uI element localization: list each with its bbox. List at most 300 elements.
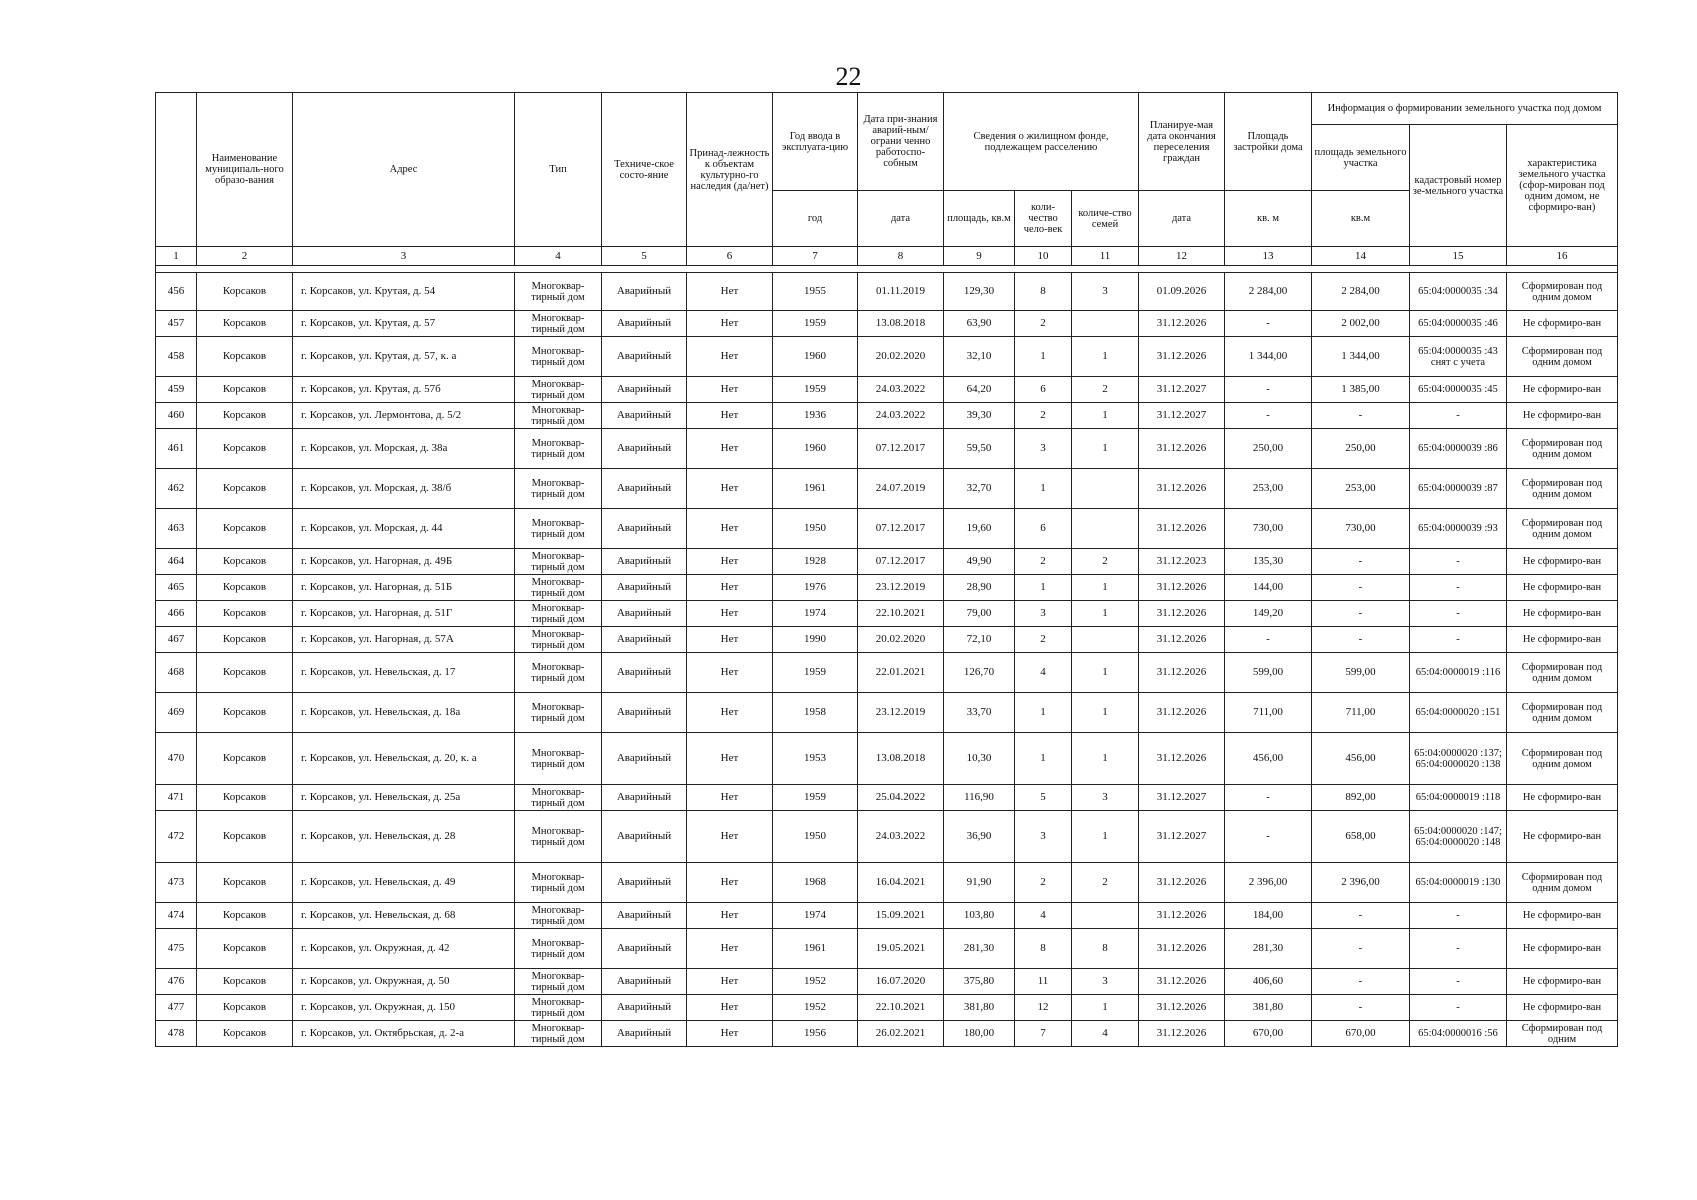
area-cell: 375,80: [944, 969, 1015, 995]
municipality-cell: Корсаков: [197, 377, 293, 403]
cadastral-cell: 65:04:0000035 :45: [1410, 377, 1507, 403]
area-cell: 116,90: [944, 785, 1015, 811]
column-number: 5: [602, 247, 687, 266]
characteristic-cell: Сформирован под одним домом: [1507, 733, 1618, 785]
people-cell: 7: [1015, 1021, 1072, 1047]
type-cell: Многоквар-тирный дом: [515, 969, 602, 995]
type-cell: Многоквар-тирный дом: [515, 811, 602, 863]
people-cell: 3: [1015, 601, 1072, 627]
row-number: 468: [156, 653, 197, 693]
header-built-sub: кв. м: [1225, 191, 1312, 247]
municipality-cell: Корсаков: [197, 653, 293, 693]
built-area-cell: 1 344,00: [1225, 337, 1312, 377]
land-area-cell: 456,00: [1312, 733, 1410, 785]
condition-cell: Аварийный: [602, 863, 687, 903]
table-header: [156, 93, 1618, 273]
header-year-group: Год ввода в эксплуата-цию: [773, 93, 858, 191]
planned-date-cell: 31.12.2026: [1139, 969, 1225, 995]
municipality-cell: Корсаков: [197, 693, 293, 733]
planned-date-cell: 31.12.2027: [1139, 403, 1225, 429]
heritage-cell: Нет: [687, 377, 773, 403]
date-cell: 24.03.2022: [858, 403, 944, 429]
land-area-cell: 2 396,00: [1312, 863, 1410, 903]
table-row: [156, 693, 1618, 733]
condition-cell: Аварийный: [602, 601, 687, 627]
planned-date-cell: 31.12.2026: [1139, 995, 1225, 1021]
planned-date-cell: 31.12.2026: [1139, 863, 1225, 903]
condition-cell: Аварийный: [602, 995, 687, 1021]
families-cell: 2: [1072, 377, 1139, 403]
land-area-cell: 658,00: [1312, 811, 1410, 863]
characteristic-cell: Сформирован под одним домом: [1507, 337, 1618, 377]
people-cell: 11: [1015, 969, 1072, 995]
year-cell: 1968: [773, 863, 858, 903]
year-cell: 1976: [773, 575, 858, 601]
land-area-cell: -: [1312, 929, 1410, 969]
row-number: 475: [156, 929, 197, 969]
municipality-cell: Корсаков: [197, 929, 293, 969]
table-row: [156, 627, 1618, 653]
municipality-cell: Корсаков: [197, 995, 293, 1021]
heritage-cell: Нет: [687, 549, 773, 575]
land-area-cell: 2 284,00: [1312, 273, 1410, 311]
planned-date-cell: 31.12.2027: [1139, 785, 1225, 811]
families-cell: [1072, 469, 1139, 509]
header-people-sub: коли-чество чело-век: [1015, 191, 1072, 247]
heritage-cell: Нет: [687, 429, 773, 469]
address-cell: г. Корсаков, ул. Лермонтова, д. 5/2: [293, 403, 515, 429]
characteristic-cell: Не сформиро-ван: [1507, 995, 1618, 1021]
cadastral-cell: -: [1410, 627, 1507, 653]
type-cell: Многоквар-тирный дом: [515, 273, 602, 311]
planned-date-cell: 31.12.2026: [1139, 903, 1225, 929]
row-number: 466: [156, 601, 197, 627]
column-number: 6: [687, 247, 773, 266]
built-area-cell: 456,00: [1225, 733, 1312, 785]
people-cell: 4: [1015, 653, 1072, 693]
header-municipality: Наименование муниципаль-ного образо-вания: [197, 93, 293, 247]
condition-cell: Аварийный: [602, 403, 687, 429]
people-cell: 6: [1015, 509, 1072, 549]
year-cell: 1959: [773, 377, 858, 403]
land-area-cell: -: [1312, 627, 1410, 653]
heritage-cell: Нет: [687, 337, 773, 377]
address-cell: г. Корсаков, ул. Нагорная, д. 51Б: [293, 575, 515, 601]
column-number: 13: [1225, 247, 1312, 266]
characteristic-cell: Сформирован под одним домом: [1507, 273, 1618, 311]
condition-cell: Аварийный: [602, 1021, 687, 1047]
cadastral-cell: 65:04:0000035 :34: [1410, 273, 1507, 311]
type-cell: Многоквар-тирный дом: [515, 693, 602, 733]
type-cell: Многоквар-тирный дом: [515, 429, 602, 469]
cadastral-cell: 65:04:0000019 :116: [1410, 653, 1507, 693]
cadastral-cell: -: [1410, 575, 1507, 601]
date-cell: 22.01.2021: [858, 653, 944, 693]
characteristic-cell: Не сформиро-ван: [1507, 929, 1618, 969]
column-number: 3: [293, 247, 515, 266]
area-cell: 64,20: [944, 377, 1015, 403]
cadastral-cell: 65:04:0000039 :86: [1410, 429, 1507, 469]
built-area-cell: -: [1225, 811, 1312, 863]
characteristic-cell: Не сформиро-ван: [1507, 311, 1618, 337]
area-cell: 381,80: [944, 995, 1015, 1021]
header-area-sub: площадь, кв.м: [944, 191, 1015, 247]
families-cell: 1: [1072, 811, 1139, 863]
table-row: [156, 969, 1618, 995]
municipality-cell: Корсаков: [197, 627, 293, 653]
municipality-cell: Корсаков: [197, 509, 293, 549]
type-cell: Многоквар-тирный дом: [515, 785, 602, 811]
characteristic-cell: Не сформиро-ван: [1507, 549, 1618, 575]
built-area-cell: 253,00: [1225, 469, 1312, 509]
characteristic-cell: Сформирован под одним домом: [1507, 863, 1618, 903]
address-cell: г. Корсаков, ул. Октябрьская, д. 2-а: [293, 1021, 515, 1047]
built-area-cell: -: [1225, 377, 1312, 403]
type-cell: Многоквар-тирный дом: [515, 903, 602, 929]
header-date-sub: дата: [858, 191, 944, 247]
table-row: [156, 403, 1618, 429]
address-cell: г. Корсаков, ул. Морская, д. 38а: [293, 429, 515, 469]
year-cell: 1961: [773, 469, 858, 509]
address-cell: г. Корсаков, ул. Невельская, д. 25а: [293, 785, 515, 811]
header-land-area-sub: кв.м: [1312, 191, 1410, 247]
planned-date-cell: 31.12.2026: [1139, 509, 1225, 549]
planned-date-cell: 31.12.2026: [1139, 337, 1225, 377]
condition-cell: Аварийный: [602, 429, 687, 469]
row-number: 473: [156, 863, 197, 903]
date-cell: 22.10.2021: [858, 995, 944, 1021]
type-cell: Многоквар-тирный дом: [515, 509, 602, 549]
date-cell: 23.12.2019: [858, 693, 944, 733]
municipality-cell: Корсаков: [197, 429, 293, 469]
table-row: [156, 1021, 1618, 1047]
people-cell: 1: [1015, 575, 1072, 601]
cadastral-cell: 65:04:0000035 :43 снят с учета: [1410, 337, 1507, 377]
column-number: 9: [944, 247, 1015, 266]
type-cell: Многоквар-тирный дом: [515, 311, 602, 337]
date-cell: 23.12.2019: [858, 575, 944, 601]
condition-cell: Аварийный: [602, 653, 687, 693]
column-number: 15: [1410, 247, 1507, 266]
type-cell: Многоквар-тирный дом: [515, 377, 602, 403]
people-cell: 5: [1015, 785, 1072, 811]
table-row: [156, 903, 1618, 929]
heritage-cell: Нет: [687, 969, 773, 995]
area-cell: 129,30: [944, 273, 1015, 311]
municipality-cell: Корсаков: [197, 863, 293, 903]
date-cell: 26.02.2021: [858, 1021, 944, 1047]
cadastral-cell: 65:04:0000035 :46: [1410, 311, 1507, 337]
built-area-cell: 599,00: [1225, 653, 1312, 693]
date-cell: 19.05.2021: [858, 929, 944, 969]
header-cadastral: кадастровый номер зе-мельного участка: [1410, 125, 1507, 247]
year-cell: 1952: [773, 969, 858, 995]
families-cell: 1: [1072, 995, 1139, 1021]
address-cell: г. Корсаков, ул. Невельская, д. 18а: [293, 693, 515, 733]
municipality-cell: Корсаков: [197, 575, 293, 601]
municipality-cell: Корсаков: [197, 733, 293, 785]
page-number: 22: [835, 62, 862, 91]
address-cell: г. Корсаков, ул. Нагорная, д. 57А: [293, 627, 515, 653]
year-cell: 1956: [773, 1021, 858, 1047]
year-cell: 1974: [773, 601, 858, 627]
table-row: [156, 509, 1618, 549]
table-row: [156, 995, 1618, 1021]
municipality-cell: Корсаков: [197, 969, 293, 995]
column-number: 14: [1312, 247, 1410, 266]
families-cell: 3: [1072, 969, 1139, 995]
address-cell: г. Корсаков, ул. Окружная, д. 42: [293, 929, 515, 969]
table-row: [156, 273, 1618, 311]
year-cell: 1952: [773, 995, 858, 1021]
land-area-cell: 1 344,00: [1312, 337, 1410, 377]
condition-cell: Аварийный: [602, 969, 687, 995]
land-area-cell: 670,00: [1312, 1021, 1410, 1047]
area-cell: 126,70: [944, 653, 1015, 693]
type-cell: Многоквар-тирный дом: [515, 733, 602, 785]
header-built-group: Площадь застройки дома: [1225, 93, 1312, 191]
date-cell: 07.12.2017: [858, 549, 944, 575]
date-cell: 01.11.2019: [858, 273, 944, 311]
area-cell: 72,10: [944, 627, 1015, 653]
families-cell: [1072, 627, 1139, 653]
table-row: [156, 811, 1618, 863]
people-cell: 2: [1015, 863, 1072, 903]
characteristic-cell: Не сформиро-ван: [1507, 575, 1618, 601]
table-row: [156, 377, 1618, 403]
cadastral-cell: 65:04:0000039 :87: [1410, 469, 1507, 509]
header-year-sub: год: [773, 191, 858, 247]
address-cell: г. Корсаков, ул. Морская, д. 38/б: [293, 469, 515, 509]
characteristic-cell: Сформирован под одним: [1507, 1021, 1618, 1047]
area-cell: 103,80: [944, 903, 1015, 929]
municipality-cell: Корсаков: [197, 403, 293, 429]
type-cell: Многоквар-тирный дом: [515, 653, 602, 693]
date-cell: 07.12.2017: [858, 429, 944, 469]
families-cell: 3: [1072, 785, 1139, 811]
row-number: 471: [156, 785, 197, 811]
row-number: 458: [156, 337, 197, 377]
type-cell: Многоквар-тирный дом: [515, 627, 602, 653]
characteristic-cell: Не сформиро-ван: [1507, 403, 1618, 429]
row-number: 467: [156, 627, 197, 653]
characteristic-cell: Не сформиро-ван: [1507, 785, 1618, 811]
characteristic-cell: Не сформиро-ван: [1507, 627, 1618, 653]
people-cell: 3: [1015, 429, 1072, 469]
built-area-cell: 406,60: [1225, 969, 1312, 995]
heritage-cell: Нет: [687, 403, 773, 429]
column-number: 4: [515, 247, 602, 266]
families-cell: 1: [1072, 429, 1139, 469]
year-cell: 1928: [773, 549, 858, 575]
address-cell: г. Корсаков, ул. Невельская, д. 28: [293, 811, 515, 863]
table-row: [156, 863, 1618, 903]
year-cell: 1959: [773, 785, 858, 811]
cadastral-cell: -: [1410, 601, 1507, 627]
heritage-cell: Нет: [687, 785, 773, 811]
condition-cell: Аварийный: [602, 337, 687, 377]
year-cell: 1959: [773, 311, 858, 337]
built-area-cell: 184,00: [1225, 903, 1312, 929]
municipality-cell: Корсаков: [197, 549, 293, 575]
row-number: 469: [156, 693, 197, 733]
heritage-cell: Нет: [687, 601, 773, 627]
year-cell: 1959: [773, 653, 858, 693]
condition-cell: Аварийный: [602, 469, 687, 509]
characteristic-cell: Сформирован под одним домом: [1507, 469, 1618, 509]
built-area-cell: -: [1225, 311, 1312, 337]
column-number: 7: [773, 247, 858, 266]
planned-date-cell: 31.12.2026: [1139, 1021, 1225, 1047]
heritage-cell: Нет: [687, 653, 773, 693]
row-number: 461: [156, 429, 197, 469]
built-area-cell: 250,00: [1225, 429, 1312, 469]
table-row: [156, 653, 1618, 693]
condition-cell: Аварийный: [602, 273, 687, 311]
emergency-housing-table: [155, 92, 1618, 1047]
area-cell: 63,90: [944, 311, 1015, 337]
area-cell: 32,10: [944, 337, 1015, 377]
land-area-cell: -: [1312, 995, 1410, 1021]
municipality-cell: Корсаков: [197, 311, 293, 337]
table-row: [156, 785, 1618, 811]
heritage-cell: Нет: [687, 903, 773, 929]
condition-cell: Аварийный: [602, 929, 687, 969]
date-cell: 24.03.2022: [858, 811, 944, 863]
area-cell: 36,90: [944, 811, 1015, 863]
address-cell: г. Корсаков, ул. Невельская, д. 20, к. а: [293, 733, 515, 785]
header-land-group: Информация о формировании земельного участка под домом: [1312, 93, 1618, 125]
planned-date-cell: 31.12.2026: [1139, 929, 1225, 969]
type-cell: Многоквар-тирный дом: [515, 863, 602, 903]
municipality-cell: Корсаков: [197, 903, 293, 929]
condition-cell: Аварийный: [602, 785, 687, 811]
built-area-cell: 711,00: [1225, 693, 1312, 733]
families-cell: [1072, 311, 1139, 337]
municipality-cell: Корсаков: [197, 601, 293, 627]
date-cell: 20.02.2020: [858, 627, 944, 653]
characteristic-cell: Сформирован под одним домом: [1507, 509, 1618, 549]
people-cell: 8: [1015, 273, 1072, 311]
row-number: 476: [156, 969, 197, 995]
header-planned-group: Планируе-мая дата окончания переселения граждан: [1139, 93, 1225, 191]
families-cell: 1: [1072, 601, 1139, 627]
land-area-cell: 892,00: [1312, 785, 1410, 811]
address-cell: г. Корсаков, ул. Невельская, д. 68: [293, 903, 515, 929]
built-area-cell: -: [1225, 403, 1312, 429]
built-area-cell: 281,30: [1225, 929, 1312, 969]
table-row: [156, 337, 1618, 377]
heritage-cell: Нет: [687, 575, 773, 601]
row-number: 478: [156, 1021, 197, 1047]
header-characteristic: характеристика земельного участка (сфор-мирован под одним домом, не сформиро-ван): [1507, 125, 1618, 247]
families-cell: [1072, 509, 1139, 549]
municipality-cell: Корсаков: [197, 337, 293, 377]
planned-date-cell: 31.12.2026: [1139, 469, 1225, 509]
address-cell: г. Корсаков, ул. Крутая, д. 57: [293, 311, 515, 337]
area-cell: 10,30: [944, 733, 1015, 785]
header-type: Тип: [515, 93, 602, 247]
people-cell: 2: [1015, 627, 1072, 653]
characteristic-cell: Сформирован под одним домом: [1507, 653, 1618, 693]
date-cell: 15.09.2021: [858, 903, 944, 929]
year-cell: 1958: [773, 693, 858, 733]
land-area-cell: 599,00: [1312, 653, 1410, 693]
address-cell: г. Корсаков, ул. Крутая, д. 57б: [293, 377, 515, 403]
row-number: 460: [156, 403, 197, 429]
characteristic-cell: Не сформиро-ван: [1507, 903, 1618, 929]
condition-cell: Аварийный: [602, 693, 687, 733]
address-cell: г. Корсаков, ул. Окружная, д. 150: [293, 995, 515, 1021]
municipality-cell: Корсаков: [197, 811, 293, 863]
area-cell: 91,90: [944, 863, 1015, 903]
built-area-cell: 730,00: [1225, 509, 1312, 549]
land-area-cell: 730,00: [1312, 509, 1410, 549]
area-cell: 79,00: [944, 601, 1015, 627]
heritage-cell: Нет: [687, 995, 773, 1021]
area-cell: 281,30: [944, 929, 1015, 969]
land-area-cell: 250,00: [1312, 429, 1410, 469]
families-cell: 1: [1072, 337, 1139, 377]
cadastral-cell: 65:04:0000039 :93: [1410, 509, 1507, 549]
condition-cell: Аварийный: [602, 377, 687, 403]
table-row: [156, 311, 1618, 337]
cadastral-cell: 65:04:0000020 :147; 65:04:0000020 :148: [1410, 811, 1507, 863]
condition-cell: Аварийный: [602, 549, 687, 575]
column-number: 1: [156, 247, 197, 266]
header-heritage: Принад-лежность к объектам культурно-го наследия (да/нет): [687, 93, 773, 247]
condition-cell: Аварийный: [602, 311, 687, 337]
people-cell: 2: [1015, 403, 1072, 429]
people-cell: 2: [1015, 549, 1072, 575]
header-date-group: Дата при-знания аварий-ным/ограни ченно работоспо-собным: [858, 93, 944, 191]
row-number: 462: [156, 469, 197, 509]
table-row: [156, 549, 1618, 575]
date-cell: 24.03.2022: [858, 377, 944, 403]
land-area-cell: 253,00: [1312, 469, 1410, 509]
table-body: [156, 273, 1618, 1047]
families-cell: 4: [1072, 1021, 1139, 1047]
heritage-cell: Нет: [687, 811, 773, 863]
condition-cell: Аварийный: [602, 575, 687, 601]
land-area-cell: -: [1312, 903, 1410, 929]
municipality-cell: Корсаков: [197, 785, 293, 811]
year-cell: 1950: [773, 811, 858, 863]
type-cell: Многоквар-тирный дом: [515, 929, 602, 969]
address-cell: г. Корсаков, ул. Окружная, д. 50: [293, 969, 515, 995]
date-cell: 13.08.2018: [858, 311, 944, 337]
built-area-cell: 2 284,00: [1225, 273, 1312, 311]
row-number: 470: [156, 733, 197, 785]
type-cell: Многоквар-тирный дом: [515, 337, 602, 377]
families-cell: 2: [1072, 549, 1139, 575]
area-cell: 180,00: [944, 1021, 1015, 1047]
planned-date-cell: 31.12.2026: [1139, 733, 1225, 785]
address-cell: г. Корсаков, ул. Нагорная, д. 51Г: [293, 601, 515, 627]
heritage-cell: Нет: [687, 693, 773, 733]
families-cell: 1: [1072, 733, 1139, 785]
people-cell: 3: [1015, 811, 1072, 863]
column-number-row: [156, 247, 1618, 266]
type-cell: Многоквар-тирный дом: [515, 549, 602, 575]
characteristic-cell: Не сформиро-ван: [1507, 811, 1618, 863]
table-row: [156, 929, 1618, 969]
cadastral-cell: -: [1410, 403, 1507, 429]
heritage-cell: Нет: [687, 311, 773, 337]
families-cell: 1: [1072, 653, 1139, 693]
area-cell: 39,30: [944, 403, 1015, 429]
land-area-cell: -: [1312, 969, 1410, 995]
